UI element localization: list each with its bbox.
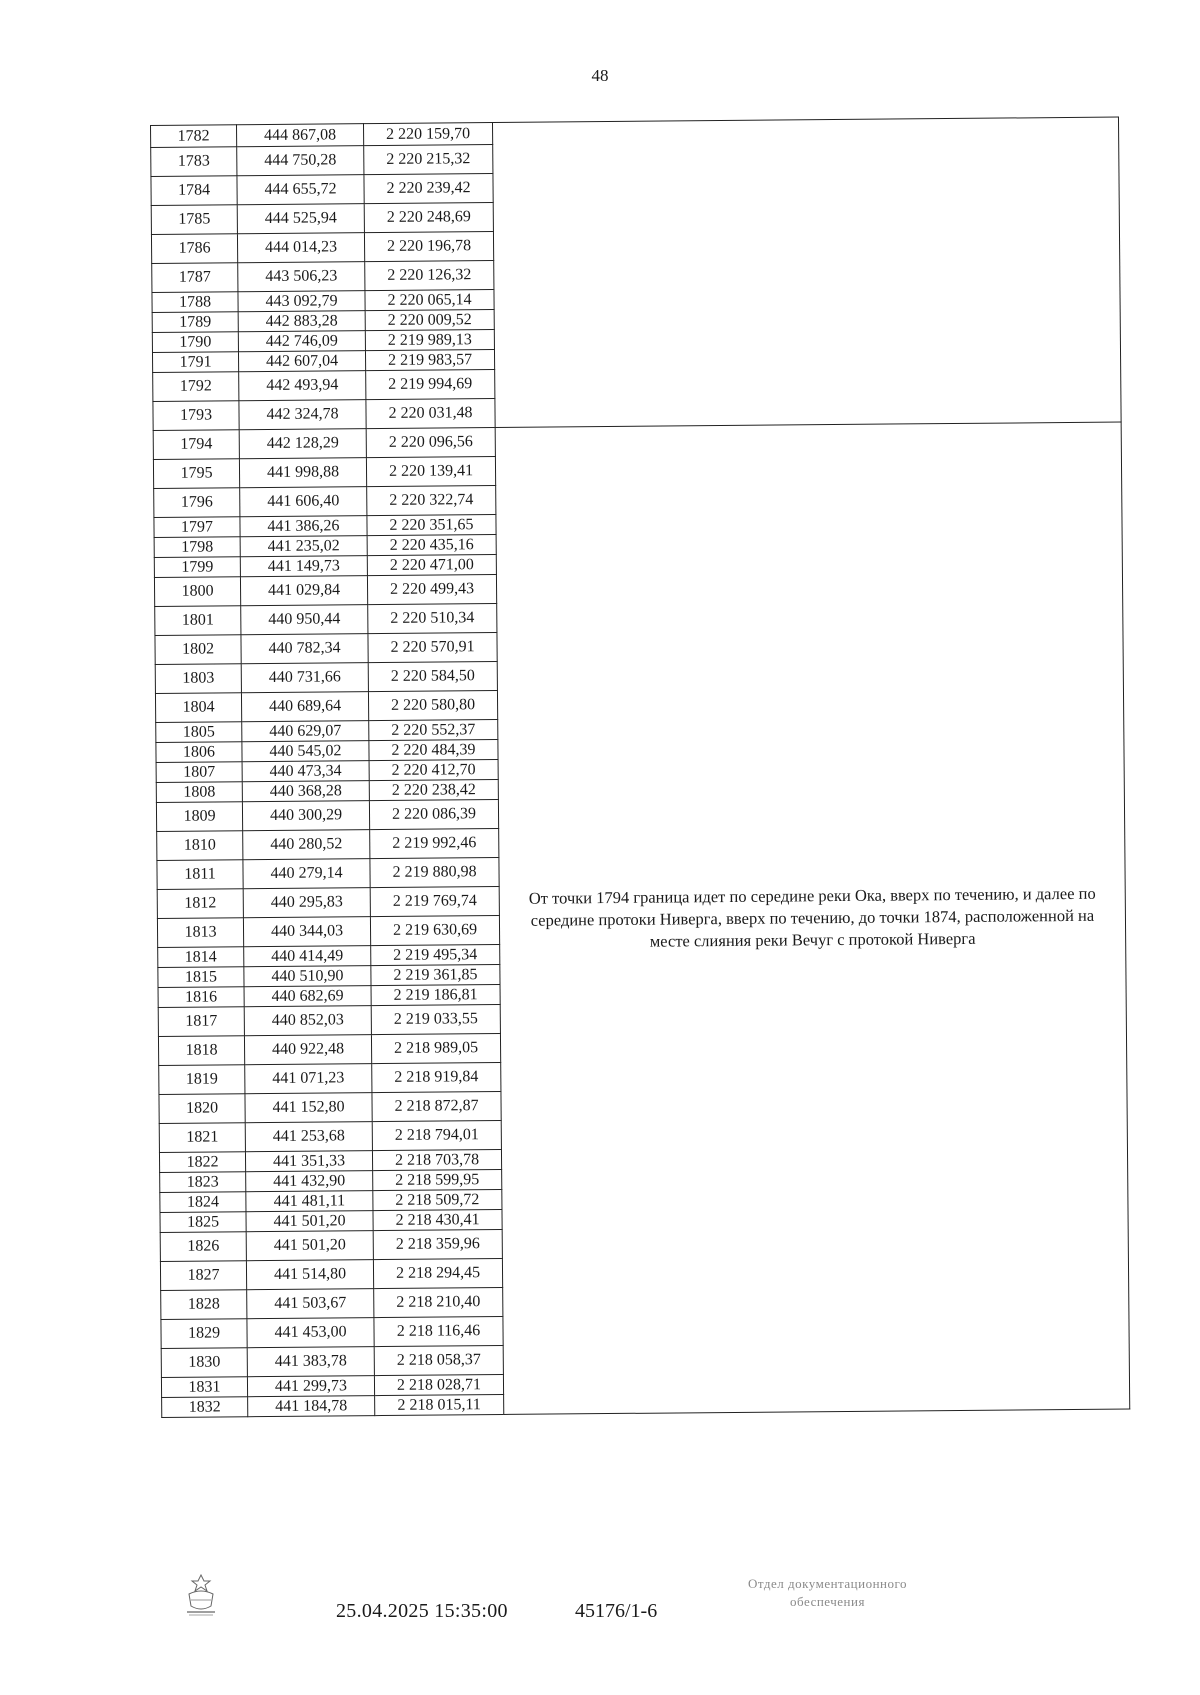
footer-stamp xyxy=(748,1575,907,1611)
y-coordinate-cell: 2 218 599,95 xyxy=(373,1169,502,1190)
y-coordinate-cell: 2 219 033,55 xyxy=(371,1004,500,1034)
x-coordinate-cell: 440 731,66 xyxy=(241,663,368,693)
point-number-cell: 1804 xyxy=(155,693,241,723)
point-number-cell: 1817 xyxy=(158,1007,244,1037)
emblem-icon xyxy=(183,1572,219,1623)
y-coordinate-cell: 2 220 570,91 xyxy=(368,632,497,662)
point-number-cell: 1809 xyxy=(156,802,242,832)
y-coordinate-cell: 2 220 239,42 xyxy=(364,174,493,204)
point-number-cell: 1822 xyxy=(159,1152,245,1173)
y-coordinate-cell: 2 218 509,72 xyxy=(373,1189,502,1210)
point-number-cell: 1788 xyxy=(152,292,238,313)
point-number-cell: 1831 xyxy=(161,1377,247,1398)
x-coordinate-cell: 444 525,94 xyxy=(237,204,364,234)
x-coordinate-cell: 440 782,34 xyxy=(241,634,368,664)
boundary-description-upper xyxy=(492,117,1121,427)
y-coordinate-cell: 2 220 126,32 xyxy=(365,261,494,291)
point-number-cell: 1785 xyxy=(151,205,237,235)
x-coordinate-cell: 441 299,73 xyxy=(247,1376,374,1397)
point-number-cell: 1821 xyxy=(159,1123,245,1153)
y-coordinate-cell: 2 220 096,56 xyxy=(366,427,495,457)
x-coordinate-cell: 442 607,04 xyxy=(238,351,365,372)
x-coordinate-cell: 441 351,33 xyxy=(245,1151,372,1172)
x-coordinate-cell: 441 383,78 xyxy=(247,1347,374,1377)
y-coordinate-cell: 2 219 769,74 xyxy=(370,886,499,916)
y-coordinate-cell: 2 219 989,13 xyxy=(365,330,494,351)
x-coordinate-cell: 443 506,23 xyxy=(238,262,365,292)
x-coordinate-cell: 444 867,08 xyxy=(237,124,364,147)
point-number-cell: 1823 xyxy=(160,1172,246,1193)
y-coordinate-cell: 2 218 989,05 xyxy=(371,1033,500,1063)
point-number-cell: 1789 xyxy=(152,312,238,333)
y-coordinate-cell: 2 219 880,98 xyxy=(370,857,499,887)
y-coordinate-cell: 2 220 031,48 xyxy=(366,399,495,429)
x-coordinate-cell: 442 128,29 xyxy=(239,429,366,459)
point-number-cell: 1811 xyxy=(157,860,243,890)
point-number-cell: 1800 xyxy=(154,577,240,607)
x-coordinate-cell: 440 414,49 xyxy=(244,946,371,967)
x-coordinate-cell: 441 606,40 xyxy=(240,487,367,517)
point-number-cell: 1818 xyxy=(158,1036,244,1066)
coordinates-table-body xyxy=(151,117,1130,1417)
point-number-cell: 1819 xyxy=(159,1065,245,1095)
point-number-cell: 1794 xyxy=(153,430,239,460)
y-coordinate-cell: 2 218 919,84 xyxy=(372,1062,501,1092)
point-number-cell: 1803 xyxy=(155,664,241,694)
point-number-cell: 1820 xyxy=(159,1094,245,1124)
x-coordinate-cell: 440 689,64 xyxy=(241,692,368,722)
y-coordinate-cell: 2 220 248,69 xyxy=(364,203,493,233)
y-coordinate-cell: 2 218 703,78 xyxy=(372,1149,501,1170)
y-coordinate-cell: 2 219 361,85 xyxy=(371,964,500,985)
y-coordinate-cell: 2 218 015,11 xyxy=(375,1394,504,1415)
y-coordinate-cell: 2 220 086,39 xyxy=(369,799,498,829)
footer-date: 25.04.2025 15:35:00 xyxy=(336,1600,508,1622)
y-coordinate-cell: 2 218 116,46 xyxy=(374,1316,503,1346)
y-coordinate-cell: 2 218 210,40 xyxy=(374,1287,503,1317)
x-coordinate-cell: 441 071,23 xyxy=(245,1064,372,1094)
point-number-cell: 1793 xyxy=(153,401,239,431)
x-coordinate-cell: 440 344,03 xyxy=(243,917,370,947)
point-number-cell: 1826 xyxy=(160,1232,246,1262)
point-number-cell: 1797 xyxy=(154,517,240,538)
x-coordinate-cell: 443 092,79 xyxy=(238,291,365,312)
y-coordinate-cell: 2 220 139,41 xyxy=(366,456,495,486)
point-number-cell: 1805 xyxy=(156,722,242,743)
x-coordinate-cell: 440 510,90 xyxy=(244,966,371,987)
point-number-cell: 1796 xyxy=(154,488,240,518)
y-coordinate-cell: 2 220 499,43 xyxy=(367,574,496,604)
x-coordinate-cell: 440 545,02 xyxy=(242,741,369,762)
x-coordinate-cell: 440 473,34 xyxy=(242,761,369,782)
y-coordinate-cell: 2 219 186,81 xyxy=(371,984,500,1005)
point-number-cell: 1813 xyxy=(157,918,243,948)
y-coordinate-cell: 2 220 215,32 xyxy=(364,145,493,175)
point-number-cell: 1799 xyxy=(154,557,240,578)
x-coordinate-cell: 440 279,14 xyxy=(243,859,370,889)
point-number-cell: 1825 xyxy=(160,1212,246,1233)
y-coordinate-cell: 2 220 484,39 xyxy=(369,739,498,760)
x-coordinate-cell: 441 501,20 xyxy=(246,1211,373,1232)
x-coordinate-cell: 440 629,07 xyxy=(242,721,369,742)
y-coordinate-cell: 2 218 794,01 xyxy=(372,1120,501,1150)
x-coordinate-cell: 444 014,23 xyxy=(237,233,364,263)
point-number-cell: 1784 xyxy=(151,176,237,206)
y-coordinate-cell: 2 218 294,45 xyxy=(373,1258,502,1288)
page-number: 48 xyxy=(591,66,609,85)
x-coordinate-cell: 442 324,78 xyxy=(239,400,366,430)
y-coordinate-cell: 2 220 238,42 xyxy=(369,779,498,800)
point-number-cell: 1827 xyxy=(160,1261,246,1291)
x-coordinate-cell: 440 280,52 xyxy=(243,830,370,860)
x-coordinate-cell: 440 295,83 xyxy=(243,888,370,918)
y-coordinate-cell: 2 219 992,46 xyxy=(370,828,499,858)
table-row xyxy=(151,117,1119,147)
y-coordinate-cell: 2 218 359,96 xyxy=(373,1229,502,1259)
x-coordinate-cell: 440 682,69 xyxy=(244,986,371,1007)
point-number-cell: 1829 xyxy=(161,1319,247,1349)
x-coordinate-cell: 444 655,72 xyxy=(237,175,364,205)
x-coordinate-cell: 441 501,20 xyxy=(246,1231,373,1261)
x-coordinate-cell: 441 432,90 xyxy=(246,1171,373,1192)
y-coordinate-cell: 2 220 510,34 xyxy=(368,603,497,633)
point-number-cell: 1828 xyxy=(161,1290,247,1320)
point-number-cell: 1802 xyxy=(155,635,241,665)
x-coordinate-cell: 441 998,88 xyxy=(239,458,366,488)
point-number-cell: 1816 xyxy=(158,987,244,1008)
point-number-cell: 1790 xyxy=(152,332,238,353)
x-coordinate-cell: 440 852,03 xyxy=(244,1006,371,1036)
point-number-cell: 1782 xyxy=(151,125,237,148)
point-number-cell: 1807 xyxy=(156,762,242,783)
point-number-cell: 1830 xyxy=(161,1348,247,1378)
x-coordinate-cell: 441 149,73 xyxy=(240,556,367,577)
y-coordinate-cell: 2 220 471,00 xyxy=(367,554,496,575)
x-coordinate-cell: 444 750,28 xyxy=(237,146,364,176)
stamp-line: обеспечения xyxy=(790,1594,865,1610)
y-coordinate-cell: 2 220 009,52 xyxy=(365,310,494,331)
point-number-cell: 1798 xyxy=(154,537,240,558)
x-coordinate-cell: 441 481,11 xyxy=(246,1191,373,1212)
y-coordinate-cell: 2 218 058,37 xyxy=(374,1345,503,1375)
coordinates-table xyxy=(150,117,1130,1418)
x-coordinate-cell: 441 029,84 xyxy=(240,576,367,606)
x-coordinate-cell: 442 493,94 xyxy=(239,371,366,401)
stamp-line: Отдел документационного xyxy=(748,1576,907,1591)
y-coordinate-cell: 2 220 412,70 xyxy=(369,759,498,780)
point-number-cell: 1787 xyxy=(152,263,238,293)
point-number-cell: 1783 xyxy=(151,147,237,177)
y-coordinate-cell: 2 219 495,34 xyxy=(371,944,500,965)
point-number-cell: 1814 xyxy=(158,947,244,968)
y-coordinate-cell: 2 218 028,71 xyxy=(374,1374,503,1395)
y-coordinate-cell: 2 218 872,87 xyxy=(372,1091,501,1121)
point-number-cell: 1792 xyxy=(153,372,239,402)
point-number-cell: 1810 xyxy=(157,831,243,861)
point-number-cell: 1791 xyxy=(152,352,238,373)
y-coordinate-cell: 2 220 196,78 xyxy=(364,232,493,262)
y-coordinate-cell: 2 219 630,69 xyxy=(370,915,499,945)
x-coordinate-cell: 441 184,78 xyxy=(248,1396,375,1417)
x-coordinate-cell: 442 883,28 xyxy=(238,311,365,332)
y-coordinate-cell: 2 219 994,69 xyxy=(366,370,495,400)
y-coordinate-cell: 2 220 322,74 xyxy=(367,485,496,515)
point-number-cell: 1808 xyxy=(156,782,242,803)
x-coordinate-cell: 441 386,26 xyxy=(240,516,367,537)
point-number-cell: 1795 xyxy=(153,459,239,489)
x-coordinate-cell: 441 453,00 xyxy=(247,1318,374,1348)
x-coordinate-cell: 440 368,28 xyxy=(242,781,369,802)
x-coordinate-cell: 441 253,68 xyxy=(245,1122,372,1152)
y-coordinate-cell: 2 220 435,16 xyxy=(367,534,496,555)
y-coordinate-cell: 2 218 430,41 xyxy=(373,1209,502,1230)
y-coordinate-cell: 2 220 552,37 xyxy=(369,719,498,740)
y-coordinate-cell: 2 220 065,14 xyxy=(365,290,494,311)
x-coordinate-cell: 441 514,80 xyxy=(246,1260,373,1290)
point-number-cell: 1815 xyxy=(158,967,244,988)
point-number-cell: 1801 xyxy=(155,606,241,636)
x-coordinate-cell: 440 950,44 xyxy=(241,605,368,635)
footer-document-code: 45176/1-6 xyxy=(575,1600,658,1622)
x-coordinate-cell: 441 503,67 xyxy=(247,1289,374,1319)
y-coordinate-cell: 2 220 351,65 xyxy=(367,514,496,535)
x-coordinate-cell: 440 300,29 xyxy=(242,801,369,831)
x-coordinate-cell: 441 235,02 xyxy=(240,536,367,557)
x-coordinate-cell: 441 152,80 xyxy=(245,1093,372,1123)
point-number-cell: 1812 xyxy=(157,889,243,919)
x-coordinate-cell: 442 746,09 xyxy=(238,331,365,352)
y-coordinate-cell: 2 219 983,57 xyxy=(365,350,494,371)
point-number-cell: 1824 xyxy=(160,1192,246,1213)
y-coordinate-cell: 2 220 584,50 xyxy=(368,661,497,691)
point-number-cell: 1832 xyxy=(162,1397,248,1418)
boundary-description: От точки 1794 граница идет по середине реки Ока, вверх по течению, и далее по середине протоки Ниверга, вверх по течению, до точки 1874, расположенной на месте слияния реки Вечуг с протокой Ниверга xyxy=(495,422,1130,1414)
y-coordinate-cell: 2 220 580,80 xyxy=(368,690,497,720)
point-number-cell: 1786 xyxy=(151,234,237,264)
point-number-cell: 1806 xyxy=(156,742,242,763)
y-coordinate-cell: 2 220 159,70 xyxy=(363,123,492,146)
x-coordinate-cell: 440 922,48 xyxy=(244,1035,371,1065)
